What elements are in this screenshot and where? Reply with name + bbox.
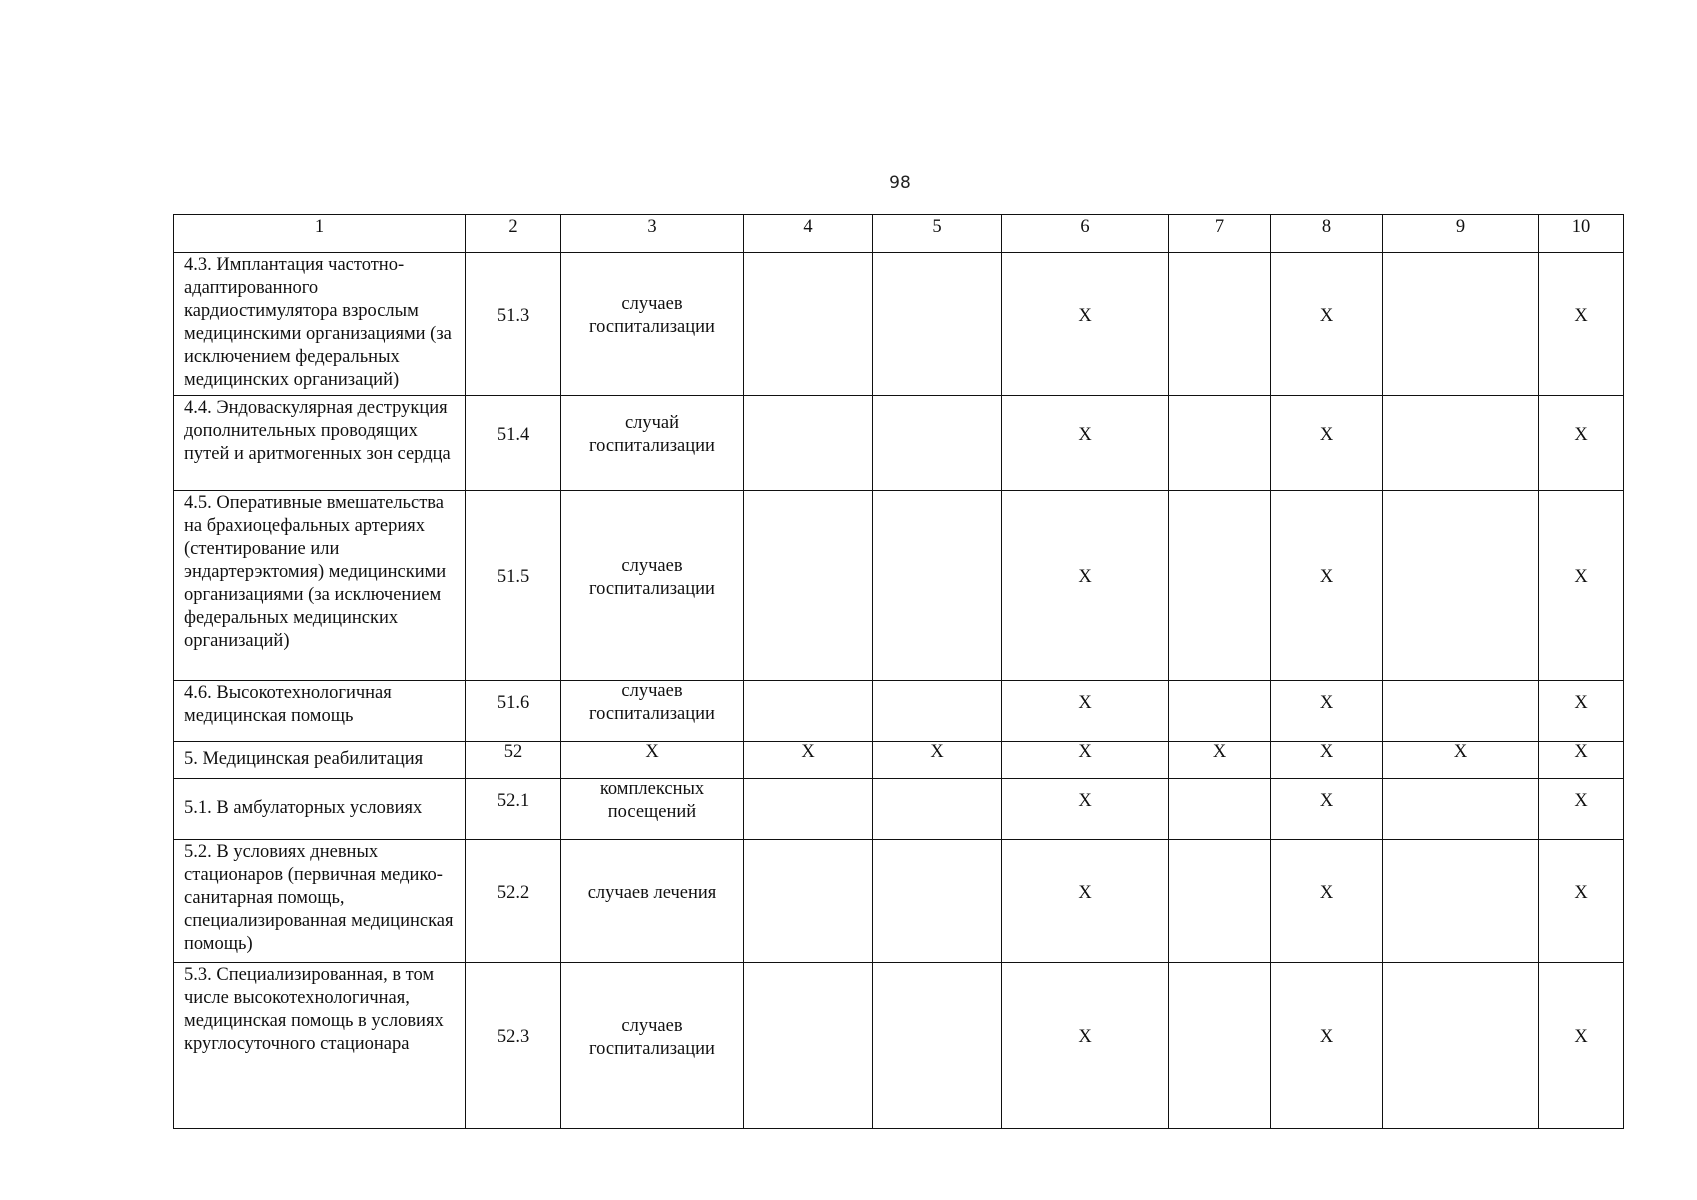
row-value-cell bbox=[873, 396, 1002, 491]
row-value: X bbox=[1574, 567, 1588, 587]
row-value: X bbox=[1212, 741, 1227, 762]
row-value-cell bbox=[744, 396, 873, 491]
row-value: X bbox=[1078, 741, 1092, 762]
row-value-cell bbox=[1383, 742, 1539, 779]
row-value-cell bbox=[744, 681, 873, 742]
row-value-cell bbox=[1383, 840, 1539, 963]
row-unit-cell bbox=[561, 396, 744, 491]
row-value-cell bbox=[744, 742, 873, 779]
row-value-cell bbox=[1539, 963, 1624, 1129]
row-unit-cell bbox=[561, 742, 744, 779]
row-value-cell bbox=[1169, 491, 1271, 681]
row-unit-cell bbox=[561, 491, 744, 681]
row-name-cell: 4.6. Высокотехнологичная медицинская помощь bbox=[174, 681, 466, 742]
row-name-cell: 5.1. В амбулаторных условиях bbox=[174, 779, 466, 840]
row-value-cell bbox=[1002, 963, 1169, 1129]
row-name-cell: 5.2. В условиях дневных стационаров (первичная медико-санитарная помощь, специализированная медицинская помощь) bbox=[174, 840, 466, 963]
row-value-cell bbox=[1271, 681, 1383, 742]
header-cell: 2 bbox=[466, 215, 561, 253]
row-value-cell bbox=[1002, 396, 1169, 491]
row-value-cell bbox=[1002, 253, 1169, 396]
row-value-cell bbox=[744, 253, 873, 396]
row-value-cell bbox=[873, 963, 1002, 1129]
row-value: X bbox=[1319, 692, 1334, 713]
row-value-cell bbox=[1271, 742, 1383, 779]
row-value: X bbox=[1078, 567, 1092, 587]
table-row bbox=[174, 963, 1624, 1129]
row-value-cell bbox=[744, 491, 873, 681]
row-value-cell bbox=[1383, 253, 1539, 396]
row-value-cell bbox=[1169, 681, 1271, 742]
row-value-cell bbox=[1002, 491, 1169, 681]
row-code: 51.6 bbox=[496, 692, 530, 713]
row-unit-cell bbox=[561, 840, 744, 963]
row-value-cell bbox=[1169, 742, 1271, 779]
row-value-cell bbox=[1383, 491, 1539, 681]
row-name-cell: 5. Медицинская реабилитация bbox=[174, 742, 466, 779]
row-value: X bbox=[1574, 424, 1588, 445]
row-code: 51.3 bbox=[496, 305, 530, 326]
row-value-cell bbox=[1383, 681, 1539, 742]
row-unit: случаев госпитализации bbox=[589, 555, 715, 599]
row-unit: случаев госпитализации bbox=[589, 294, 715, 337]
row-value: X bbox=[1574, 692, 1588, 713]
row-value-cell bbox=[1169, 840, 1271, 963]
row-value: X bbox=[801, 741, 815, 762]
row-value-cell bbox=[1271, 840, 1383, 963]
row-unit: случаев госпитализации bbox=[589, 681, 715, 724]
table-row bbox=[174, 779, 1624, 840]
row-value: X bbox=[1574, 790, 1588, 811]
row-code-cell bbox=[466, 396, 561, 491]
row-unit: случаев лечения bbox=[587, 882, 717, 903]
row-code-cell bbox=[466, 491, 561, 681]
row-code: 52.2 bbox=[496, 882, 530, 903]
row-unit-cell bbox=[561, 963, 744, 1129]
header-cell: 3 bbox=[561, 215, 744, 253]
header-cell: 7 bbox=[1169, 215, 1271, 253]
row-value: X bbox=[1078, 692, 1092, 713]
row-code: 52.1 bbox=[496, 790, 530, 811]
table-row bbox=[174, 396, 1624, 491]
row-value: X bbox=[1574, 305, 1588, 326]
table-row bbox=[174, 840, 1624, 963]
row-value-cell bbox=[873, 491, 1002, 681]
row-value-cell bbox=[1271, 779, 1383, 840]
row-value: X bbox=[1319, 882, 1334, 903]
row-name-cell: 5.3. Специализированная, в том числе высокотехнологичная, медицинская помощь в условиях круглосуточного стационара bbox=[174, 963, 466, 1129]
row-code-cell bbox=[466, 681, 561, 742]
row-name-cell: 4.3. Имплантация частотно-адаптированного кардиостимулятора взрослым медицинскими организациями (за исключением федеральных медицинских организаций) bbox=[174, 253, 466, 396]
row-code-cell bbox=[466, 253, 561, 396]
row-value: X bbox=[1453, 741, 1468, 762]
page-number: 98 bbox=[889, 173, 911, 193]
header-row bbox=[174, 215, 1624, 253]
row-value: X bbox=[1574, 882, 1588, 903]
row-value: X bbox=[1319, 305, 1334, 326]
row-value-cell bbox=[1539, 491, 1624, 681]
header-cell: 4 bbox=[744, 215, 873, 253]
row-code-cell bbox=[466, 742, 561, 779]
row-value-cell bbox=[1271, 253, 1383, 396]
table-row bbox=[174, 491, 1624, 681]
header-cell: 1 bbox=[174, 215, 466, 253]
row-code: 51.5 bbox=[496, 567, 530, 587]
header-cell: 5 bbox=[873, 215, 1002, 253]
row-value-cell bbox=[1539, 681, 1624, 742]
row-unit-cell bbox=[561, 779, 744, 840]
row-code-cell bbox=[466, 840, 561, 963]
row-value: X bbox=[1319, 424, 1334, 445]
row-value-cell bbox=[1002, 742, 1169, 779]
header-cell: 9 bbox=[1383, 215, 1539, 253]
row-value-cell bbox=[1383, 779, 1539, 840]
table-row bbox=[174, 742, 1624, 779]
row-name-cell: 4.5. Оперативные вмешательства на брахиоцефальных артериях (стентирование или эндартерэктомия) медицинскими организациями (за исключением федеральных медицинских организаций) bbox=[174, 491, 466, 681]
row-unit-cell bbox=[561, 681, 744, 742]
row-value-cell bbox=[1271, 396, 1383, 491]
row-value-cell bbox=[873, 779, 1002, 840]
row-value-cell bbox=[1271, 963, 1383, 1129]
row-value-cell bbox=[744, 840, 873, 963]
row-value: X bbox=[1078, 790, 1092, 811]
row-value-cell bbox=[1169, 396, 1271, 491]
row-code-cell bbox=[466, 779, 561, 840]
row-value: X bbox=[1319, 1027, 1334, 1047]
row-code: 52.3 bbox=[496, 1027, 530, 1047]
header-cell: 6 bbox=[1002, 215, 1169, 253]
row-value-cell bbox=[1002, 681, 1169, 742]
row-value-cell bbox=[1169, 253, 1271, 396]
row-value-cell bbox=[873, 742, 1002, 779]
row-value: X bbox=[1574, 1027, 1588, 1047]
row-value-cell bbox=[1383, 963, 1539, 1129]
data-table bbox=[173, 214, 1624, 1129]
row-value-cell bbox=[1539, 840, 1624, 963]
row-value-cell bbox=[1539, 779, 1624, 840]
row-name-cell: 4.4. Эндоваскулярная деструкция дополнительных проводящих путей и аритмогенных зон сердца bbox=[174, 396, 466, 491]
row-code: 52 bbox=[503, 741, 523, 762]
row-value-cell bbox=[1383, 396, 1539, 491]
row-value-cell bbox=[744, 963, 873, 1129]
row-value: X bbox=[1078, 305, 1092, 326]
row-unit-cell bbox=[561, 253, 744, 396]
row-value-cell bbox=[1002, 840, 1169, 963]
row-value-cell bbox=[873, 681, 1002, 742]
row-value-cell bbox=[1539, 742, 1624, 779]
row-value: X bbox=[1574, 741, 1588, 762]
table-row bbox=[174, 253, 1624, 396]
row-code-cell bbox=[466, 963, 561, 1129]
row-value: X bbox=[930, 741, 944, 762]
row-value: X bbox=[1319, 790, 1334, 811]
row-value-cell bbox=[1169, 779, 1271, 840]
row-unit: случаев госпитализации bbox=[589, 1015, 715, 1059]
row-value: X bbox=[1078, 424, 1092, 445]
row-value-cell bbox=[1539, 396, 1624, 491]
row-value-cell bbox=[1271, 491, 1383, 681]
row-value-cell bbox=[744, 779, 873, 840]
header-cell: 8 bbox=[1271, 215, 1383, 253]
row-unit: X bbox=[645, 741, 659, 762]
row-value-cell bbox=[1002, 779, 1169, 840]
row-unit: случай госпитализации bbox=[589, 413, 715, 456]
row-code: 51.4 bbox=[496, 424, 530, 445]
row-value: X bbox=[1078, 1027, 1092, 1047]
row-value-cell bbox=[873, 840, 1002, 963]
row-value-cell bbox=[1169, 963, 1271, 1129]
row-unit: комплексных посещений bbox=[599, 779, 705, 822]
row-value-cell bbox=[873, 253, 1002, 396]
row-value: X bbox=[1319, 567, 1334, 587]
row-value: X bbox=[1319, 741, 1334, 762]
row-value: X bbox=[1078, 882, 1092, 903]
table-row bbox=[174, 681, 1624, 742]
header-cell: 10 bbox=[1539, 215, 1624, 253]
row-value-cell bbox=[1539, 253, 1624, 396]
